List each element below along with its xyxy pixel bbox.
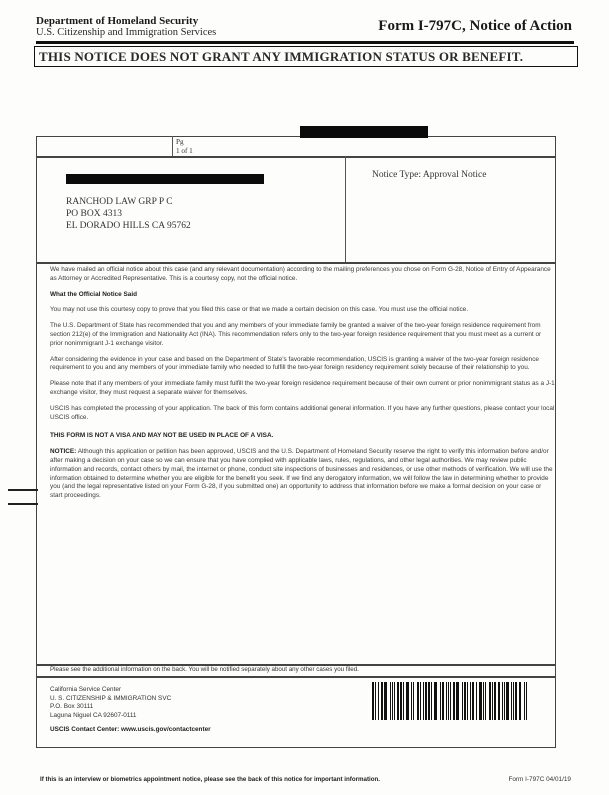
barcode-bar [489, 682, 491, 720]
barcode-bar [453, 682, 455, 720]
address-line-2: PO BOX 4313 [66, 209, 122, 219]
section-heading-visa: THIS FORM IS NOT A VISA AND MAY NOT BE USED IN PLACE OF A VISA. [50, 432, 274, 440]
barcode-bar [390, 682, 391, 720]
barcode-bar [506, 682, 509, 720]
barcode-bar [450, 682, 451, 720]
status-banner: THIS NOTICE DOES NOT GRANT ANY IMMIGRATION STATUS OR BENEFIT. [34, 46, 578, 67]
barcode-bar [381, 682, 383, 720]
notice-body [50, 266, 555, 508]
case-info-divider [172, 136, 173, 156]
barcode-bar [483, 682, 484, 720]
notice-label: NOTICE: [50, 448, 77, 456]
paragraph-1: You may not use this courtesy copy to prove that you filed this case or that we made a certain decision on this case. You must use the official notice. [50, 306, 469, 314]
barcode-bar [456, 682, 459, 720]
barcode-bar [470, 682, 471, 720]
barcode-bar [384, 682, 387, 720]
form-code: Form I-797C 04/01/19 [508, 776, 571, 783]
barcode-bar [428, 682, 430, 720]
service-center-line-2: U. S. CITIZENSHIP & IMMIGRATION SVC [50, 694, 172, 702]
notice-type: Notice Type: Approval Notice [372, 170, 487, 180]
mailing-address [66, 196, 191, 232]
barcode-bar [492, 682, 493, 720]
barcode-bar [524, 682, 525, 720]
paragraph-3: After considering the evidence in your case and based on the Department of State's favorable recommendation, USCIS is granting a waiver of the two-year foreign residence requirement to you and any members of your immediate family who needed to fulfill the two-year foreign residency requirement solely because of their relationship to you. [50, 355, 539, 372]
barcode-bar [476, 682, 477, 720]
barcode-bar [448, 682, 449, 720]
barcode-bar [504, 682, 505, 720]
barcode-bar [479, 682, 482, 720]
barcode-bar [423, 682, 424, 720]
barcode-bar [498, 682, 500, 720]
service-center-line-4: Laguna Niguel CA 92607-0111 [50, 711, 137, 719]
barcode-bar [440, 682, 441, 720]
service-center-line-1: California Service Center [50, 686, 122, 693]
barcode-bar [400, 682, 402, 720]
barcode-bar [417, 682, 419, 720]
header-rule [36, 41, 574, 44]
paragraph-4: Please note that if any members of your immediate family must fulfill the two-year foreign residence requirement because of their own current or prior nonimmigrant status as a J-1 exchange visitor, they must request a separate waiver for themselves. [50, 380, 555, 396]
barcode-bar [431, 682, 432, 720]
bottom-note: Please see the additional information on the back. You will be notified separately about any other cases you filed. [50, 666, 359, 673]
redaction-recipient-name [66, 174, 264, 184]
barcode-bar [462, 682, 463, 720]
barcode-bar [467, 682, 468, 720]
barcode-bar [392, 682, 393, 720]
barcode-bar [442, 682, 444, 720]
barcode-bar [406, 682, 409, 720]
form-title: Form I-797C, Notice of Action [378, 18, 572, 34]
intro-paragraph: We have mailed an official notice about this case (and any relevant documentation) according to the mailing preferences you chose on Form G-28, Notice of Entry of Appearance as Attorney or Accredited Representative. This is a courtesy copy, not the official notice. [50, 266, 551, 282]
notice-text: Although this application or petition has been approved, USCIS and the U.S. Department of Homeland Security reserve the right to verify this information before and/or after making a decision on your case so we can ensure that you have complied with applicable laws, rules, regulations, and other legal authorities. We may review public information and records, contact others by mail, the internet or phone, conduct site inspections of businesses and residences, or use other methods of verification. We will use the information obtained to determine whether you are eligible for the benefit you seek. If we find any derogatory information, we will follow the law in determining whether to provide you (and the legal representative listed on your Form G-28, if you submitted one) an opportunity to address that information before we make a formal decision on your case or start proceedings. [50, 448, 553, 500]
agency-name: U.S. Citizenship and Immigration Services [36, 27, 217, 38]
department-name: Department of Homeland Security [36, 15, 199, 27]
barcode-bar [519, 682, 521, 720]
barcode-bar [375, 682, 376, 720]
barcode-bar [511, 682, 512, 720]
notice-paragraph [50, 448, 555, 501]
service-center-address [50, 686, 211, 735]
address-divider [345, 156, 346, 262]
page-label: Pg [176, 138, 184, 146]
barcode-bar [413, 682, 414, 720]
page-value: 1 of 1 [176, 147, 193, 155]
barcode-bar [494, 682, 496, 720]
barcode-bar [513, 682, 514, 720]
barcode-bar [526, 682, 527, 720]
barcode-bar [403, 682, 404, 720]
case-info-row [36, 136, 556, 158]
barcode-bar [502, 682, 503, 720]
margin-mark-bottom [8, 503, 38, 505]
barcode-bar [472, 682, 474, 720]
footer-note: If this is an interview or biometrics appointment notice, please see the back of this notice for important information. [40, 776, 381, 783]
barcode-bar [397, 682, 399, 720]
barcode-bar [485, 682, 486, 720]
barcode-bar [420, 682, 421, 720]
barcode-bar [378, 682, 379, 720]
paragraph-5: USCIS has completed the processing of your application. The back of this form contains additional general information. If you have any further questions, please contact your local USCIS office. [50, 404, 555, 421]
barcode-bar [434, 682, 437, 720]
barcode [372, 682, 550, 720]
service-center-line-3: P.O. Box 30111 [50, 703, 94, 711]
address-line-3: EL DORADO HILLS CA 95762 [66, 221, 191, 231]
section-heading-official: What the Official Notice Said [50, 290, 137, 298]
margin-mark-top [8, 489, 38, 491]
barcode-bar [411, 682, 412, 720]
barcode-bar [394, 682, 395, 720]
barcode-bar [464, 682, 466, 720]
barcode-bar [372, 682, 374, 720]
barcode-bar [446, 682, 447, 720]
address-line-1: RANCHOD LAW GRP P C [66, 197, 173, 207]
contact-center: USCIS Contact Center: www.uscis.gov/contactcenter [50, 726, 211, 734]
paragraph-2: The U.S. Department of State has recommended that you and any members of your immediate family be granted a waiver of the two-year foreign residence requirement from section 212(e) of the Immigration and Nationality Act (INA). This recommendation refers only to the two-year foreign residence requirement that you must meet as a current or prior nonimmigrant J-1 exchange visitor. [50, 322, 542, 347]
redaction-case-number [300, 126, 428, 138]
barcode-bar [425, 682, 427, 720]
barcode-bar [515, 682, 517, 720]
